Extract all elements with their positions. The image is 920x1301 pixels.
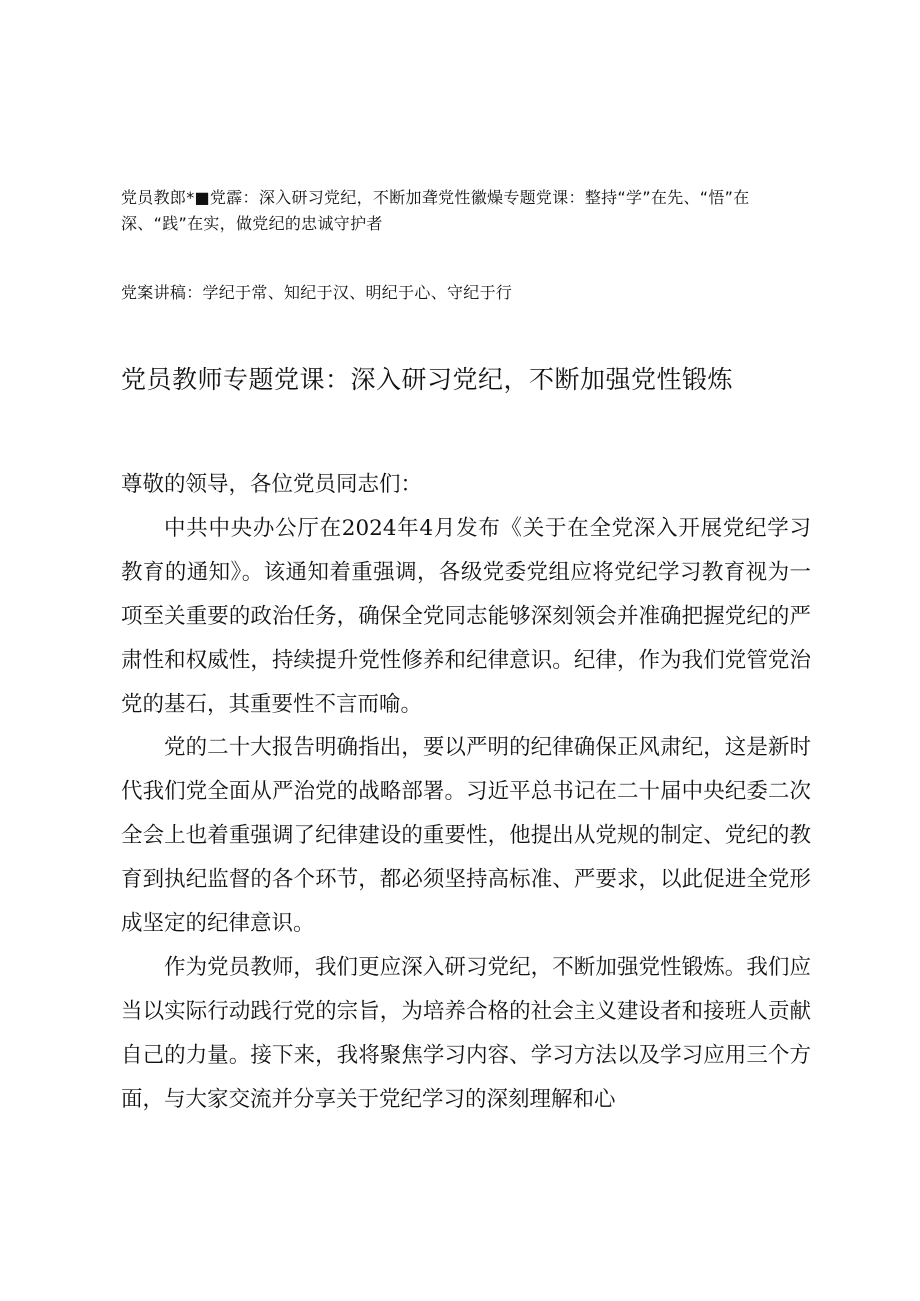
paragraph-2: 党的二十大报告明确指出，要以严明的纪律确保正风肃纪，这是新时代我们党全面从严治党的战略部署。习近平总书记在二十届中央纪委二次全会上也着重强调了纪律建设的重要性，他提出从党规的制定、党纪的教育到执纪监督的各个环节，都必须坚持高标准、严要求，以此促进全党形成坚定的纪律意识。 [121,735,811,937]
salutation: 尊敬的领导，各位党员同志们： [121,472,423,497]
document-title: 党员教师专题党课：深入研习党纪，不断加强党性锻炼 [121,365,734,394]
header-title-line-1: 党员教郎*■党霹：深入研习党纪，不断加聋党性徽燥专题党课：整持“学”在先、“悟”在 [121,188,750,207]
header-title-line-3: 党案讲稿：学纪于常、知纪于汉、明纪于心、守纪于行 [121,283,513,302]
document-body [121,463,811,1122]
paragraph-3: 作为党员教师，我们更应深入研习党纪，不断加强党性锻炼。我们应当以实际行动践行党的宗旨，为培养合格的社会主义建设者和接班人贡献自己的力量。接下来，我将聚焦学习内容、学习方法以及学习应用三个方面，与大家交流并分享关于党纪学习的深刻理解和心 [121,954,811,1112]
header-title-line-2: 深、“践”在实，做党纪的忠诚守护者 [121,214,383,233]
paragraph-1: 中共中央办公厅在2024年4月发布《关于在全党深入开展党纪学习教育的通知》。该通知着重强调，各级党委党组应将党纪学习教育视为一项至关重要的政治任务，确保全党同志能够深刻领会并准确把握党纪的严肃性和权威性，持续提升党性修养和纪律意识。纪律，作为我们党管党治党的基石，其重要性不言而喻。 [121,515,811,717]
